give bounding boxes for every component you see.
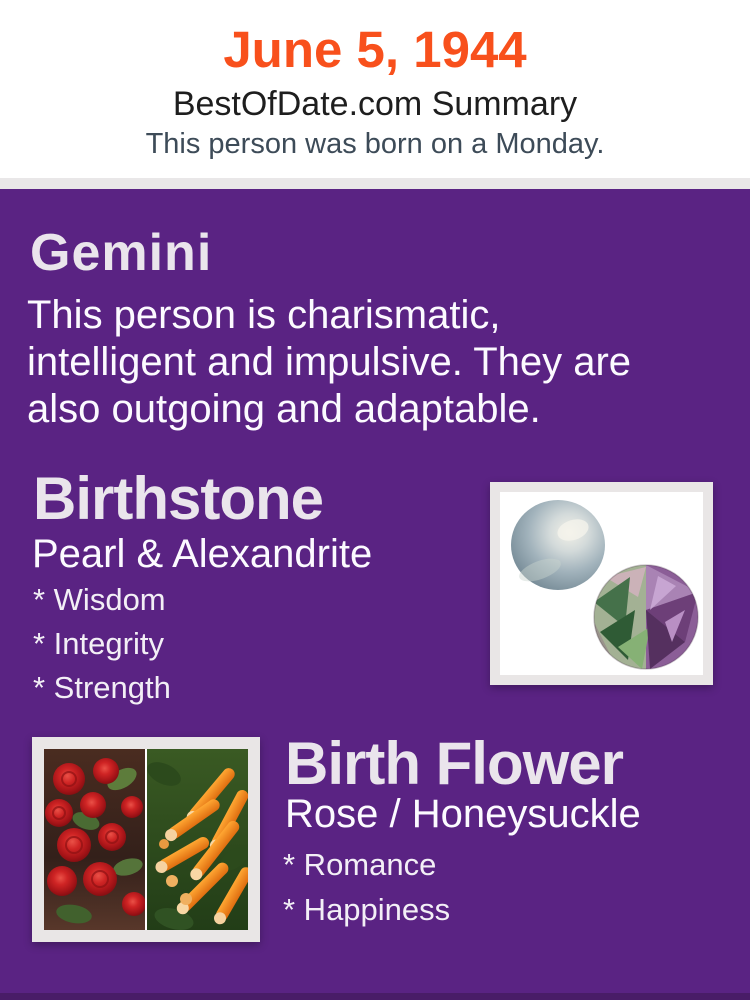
birth-flower-heading: Birth Flower bbox=[285, 730, 624, 797]
birth-flower-trait-list bbox=[283, 847, 450, 937]
zodiac-description: This person is charismatic, intelligent and impulsive. They are also outgoing and adaptable. bbox=[27, 293, 632, 431]
birthstone-names: Pearl & Alexandrite bbox=[32, 532, 373, 576]
birthstone-heading: Birthstone bbox=[33, 465, 323, 532]
pearl-illustration bbox=[511, 500, 605, 590]
bottom-accent-strip bbox=[0, 993, 750, 1000]
birth-flower-image bbox=[32, 737, 260, 942]
header-divider bbox=[0, 178, 750, 189]
roses-illustration bbox=[44, 749, 146, 930]
birthstone-photo bbox=[500, 492, 703, 675]
photo-collage-gap bbox=[145, 749, 147, 930]
birth-flower-trait: * Romance bbox=[283, 847, 437, 882]
birthstone-trait: * Strength bbox=[33, 670, 171, 705]
birth-flower-trait: * Happiness bbox=[283, 892, 451, 927]
purple-panel bbox=[0, 189, 750, 1000]
honeysuckle-illustration bbox=[143, 749, 248, 930]
birth-flower-names: Rose / Honeysuckle bbox=[285, 792, 641, 836]
site-summary-subtitle: BestOfDate.com Summary bbox=[172, 85, 578, 123]
header bbox=[0, 0, 750, 178]
born-day-note: This person was born on a Monday. bbox=[145, 128, 605, 160]
birthstone-image bbox=[490, 482, 713, 685]
birth-flower-photo bbox=[44, 749, 248, 930]
birthstone-trait-list bbox=[33, 582, 171, 714]
birthstone-trait: * Integrity bbox=[33, 626, 164, 661]
zodiac-sign-heading: Gemini bbox=[30, 224, 213, 282]
page-title-date: June 5, 1944 bbox=[223, 21, 527, 78]
birthstone-trait: * Wisdom bbox=[33, 582, 166, 617]
